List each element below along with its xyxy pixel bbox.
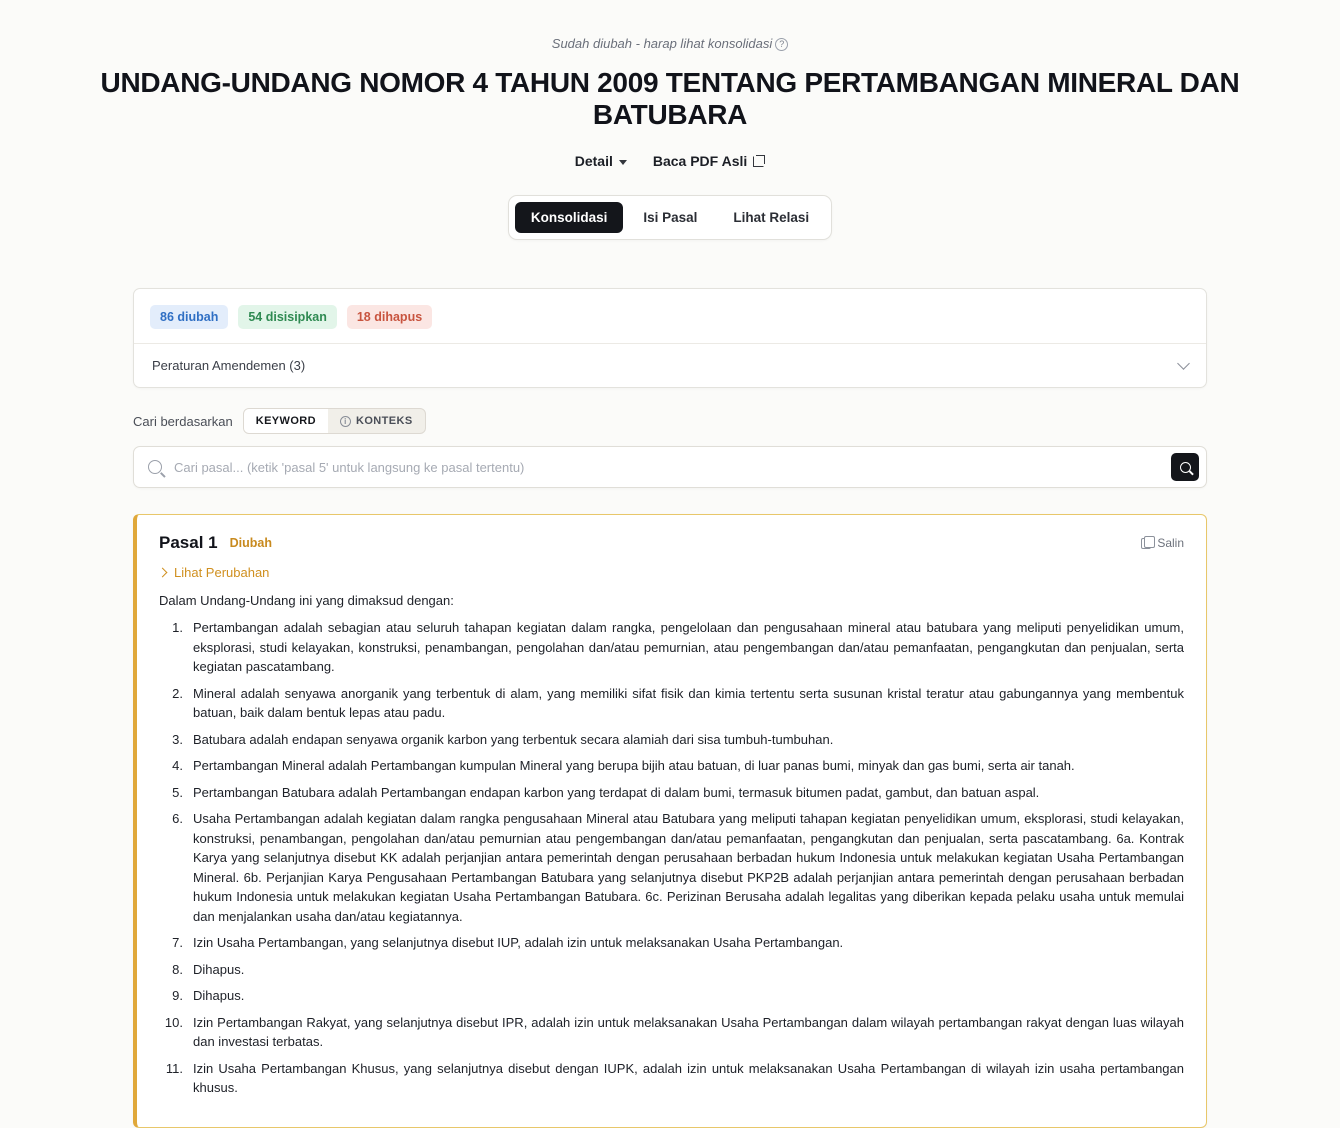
list-item [159,783,1184,803]
pdf-label: Baca PDF Asli [652,153,748,169]
list-item-number: 9. [172,988,183,1003]
list-item [159,986,1184,1006]
amendment-notice-text: Sudah diubah - harap lihat konsolidasi [551,36,773,51]
badge-diubah[interactable]: 86 diubah [150,305,228,329]
chevron-right-icon [158,568,168,578]
external-link-icon [753,155,765,167]
badge-dihapus[interactable]: 18 dihapus [347,305,432,329]
list-item [159,933,1184,953]
list-item [159,684,1184,723]
list-item-text: Pertambangan adalah sebagian atau seluruh tahapan kegiatan dalam rangka, pengelolaan dan pengusahaan mineral atau batubara yang meliputi penyelidikan umum, eksplorasi, studi kelayakan, konstruksi, penambangan, pengolahan dan/atau pemurnian, atau pengembangan dan/atau pemanfaatan, pengangkutan dan penjualan, serta kegiatan pascatambang. [193,620,1184,674]
search-mode-label: Cari berdasarkan [133,413,233,429]
list-item-number: 10. [164,1014,183,1030]
list-item-number: 6. [172,811,183,826]
view-changes-toggle[interactable] [159,565,269,580]
amendment-regulations-label: Peraturan Amendemen (3) [152,358,306,373]
tab-konsolidasi[interactable]: Konsolidasi [515,202,624,233]
search-mode-toggle [243,408,426,434]
search-mode-keyword[interactable]: KEYWORD [244,409,328,433]
article-title: Pasal 1 [159,533,218,552]
list-item [159,730,1184,750]
tab-isi-pasal[interactable]: Isi Pasal [643,210,698,225]
search-bar [133,446,1207,488]
copy-label: Salin [1157,536,1184,550]
copy-button[interactable] [1141,536,1184,550]
amendment-notice [0,0,1340,51]
meta-actions [0,153,1340,169]
search-icon [1180,462,1191,473]
list-item-number: 3. [172,731,183,747]
list-item-text: Pertambangan Batubara adalah Pertambangan endapan karbon yang terdapat di dalam bumi, termasuk bitumen padat, gambut, dan batuan aspal. [193,784,1040,800]
search-mode-row [133,408,1207,434]
chevron-down-icon [619,160,627,165]
list-item-number: 7. [172,935,183,950]
search-icon [148,460,162,474]
chevron-down-icon [1177,357,1190,370]
list-item [159,1013,1184,1052]
summary-card [133,288,1207,388]
list-item-text: Mineral adalah senyawa anorganik yang terbentuk di alam, yang memiliki sifat fisik dan kimia tertentu serta susunan kristal teratur atau gabungannya yang membentuk batuan, baik dalam bentuk lepas atau padu. [193,685,1184,720]
tab-lihat-relasi[interactable]: Lihat Relasi [733,210,810,225]
list-item-number: 2. [172,685,183,701]
copy-icon [1141,538,1151,549]
amendment-regulations-accordion[interactable] [134,344,1206,387]
article-card-pasal-1 [133,514,1207,1128]
list-item [159,1059,1184,1098]
page-title: UNDANG-UNDANG NOMOR 4 TAHUN 2009 TENTANG PERTAMBANGAN MINERAL DAN BATUBARA [100,67,1240,130]
list-item-text: Dihapus. [193,988,245,1003]
list-item-number: 4. [172,758,183,773]
info-icon: i [340,416,351,427]
read-original-pdf-link[interactable] [653,153,765,169]
article-intro: Dalam Undang-Undang ini yang dimaksud dengan: [159,593,454,608]
tabs-container [0,195,1340,240]
list-item-number: 1. [172,620,183,635]
detail-dropdown[interactable] [575,153,627,169]
help-icon[interactable]: ? [775,38,788,51]
search-mode-konteks[interactable] [328,409,425,433]
view-changes-label: Lihat Perubahan [174,565,270,580]
list-item [159,618,1184,677]
detail-label: Detail [574,153,613,169]
list-item [159,809,1184,926]
list-item-number: 8. [172,961,183,977]
list-item-text: Izin Pertambangan Rakyat, yang selanjutnya disebut IPR, adalah izin untuk melaksanakan Usaha Pertambangan dalam wilayah pertambangan rakyat dengan luas wilayah dan investasi terbatas. [193,1014,1184,1049]
list-item-text: Dihapus. [193,961,245,977]
list-item-number: 11. [165,1060,183,1076]
search-mode-konteks-label: KONTEKS [355,415,413,427]
change-badges [134,289,1206,344]
article-header [159,533,1184,553]
tabs [508,195,832,240]
list-item-number: 5. [172,784,183,800]
search-input[interactable] [172,459,1171,476]
badge-disisipkan[interactable]: 54 disisipkan [238,305,337,329]
list-item [159,960,1184,980]
list-item-text: Batubara adalah endapan senyawa organik karbon yang terbentuk secara alamiah dari sisa tumbuh-tumbuhan. [193,731,834,747]
list-item-text: Izin Usaha Pertambangan, yang selanjutnya disebut IUP, adalah izin untuk melaksanakan Usaha Pertambangan. [193,935,844,950]
article-item-list [159,618,1184,1098]
list-item-text: Izin Usaha Pertambangan Khusus, yang selanjutnya disebut dengan IUPK, adalah izin untuk melaksanakan Usaha Pertambangan di wilayah izin usaha pertambangan khusus. [193,1060,1184,1095]
search-submit-button[interactable] [1171,453,1199,481]
article-status-badge: Diubah [229,536,272,550]
list-item [159,756,1184,776]
list-item-text: Pertambangan Mineral adalah Pertambangan kumpulan Mineral yang berupa bijih atau batuan, di luar panas bumi, minyak dan gas bumi, serta air tanah. [193,758,1075,773]
list-item-text: Usaha Pertambangan adalah kegiatan dalam rangka pengusahaan Mineral atau Batubara yang meliputi tahapan kegiatan penyelidikan umum, eksplorasi, studi kelayakan, konstruksi, penambangan, pengolahan dan/atau pemurnian atau pengembangan dan/atau pemanfaatan, pengangkutan dan penjualan, serta pascatambang. 6a. Kontrak Karya yang selanjutnya disebut KK adalah perjanjian antara pemerintah dengan perusahaan berbadan hukum Indonesia untuk melakukan kegiatan Usaha Pertambangan Mineral. 6b. Perjanjian Karya Pengusahaan Pertambangan Batubara yang selanjutnya disebut PKP2B adalah perjanjian antara pemerintah dengan perusahaan berbadan hukum Indonesia untuk melakukan kegiatan Usaha Pertambangan Batubara. 6c. Perizinan Berusaha adalah legalitas yang diberikan kepada pelaku usaha untuk memulai dan menjalankan usaha dan/atau kegiatannya. [193,811,1184,924]
